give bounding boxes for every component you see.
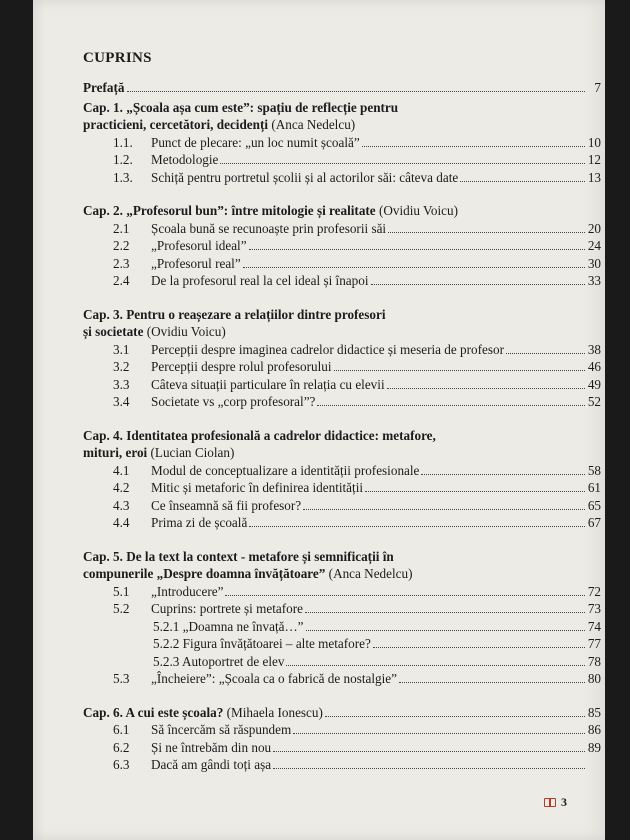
- chapter-5-author: (Anca Nedelcu): [325, 566, 413, 581]
- chapter-6-title: Cap. 6. A cui este școala? (Mihaela Ionescu) 85: [83, 704, 601, 720]
- toc-subentry: 5.2.2 Figura învățătoarei – alte metafore? 77: [153, 636, 601, 651]
- chapter-5-subtitle: compunerile „Despre doamna învățătoare” (Anca Nedelcu): [83, 566, 413, 581]
- toc-entry: 4.2 Mitic și metaforic în definirea identității 61: [113, 480, 601, 495]
- chapter-4-subtitle: mituri, eroi (Lucian Ciolan): [83, 445, 235, 460]
- toc-entry: 3.4 Societate vs „corp profesoral”? 52: [113, 394, 601, 409]
- chapter-6-author: (Mihaela Ionescu): [223, 704, 323, 720]
- toc-entry: 1.1. Punct de plecare: „un loc numit școală” 10: [113, 134, 601, 150]
- toc-entry: 5.1 „Introducere” 72: [113, 583, 601, 599]
- book-page: [33, 0, 605, 840]
- toc-content: [83, 80, 601, 775]
- toc-subentry: 5.2.3 Autoportret de elev 78: [153, 653, 601, 669]
- chapter-1-subtitle: practicieni, cercetători, decidenți (Anca Nedelcu): [83, 117, 356, 132]
- chapter-3-subtitle: și societate (Ovidiu Voicu): [83, 324, 226, 339]
- chapter-1-author: (Anca Nedelcu): [268, 117, 356, 132]
- chapter-1-title: Cap. 1. „Școala așa cum este”: spațiu de reflecție pentru: [83, 99, 399, 115]
- chapter-4-title: Cap. 4. Identitatea profesională a cadrelor didactice: metafore,: [83, 427, 436, 443]
- preface-page: 7: [594, 80, 601, 95]
- toc-entry: 3.1 Percepții despre imaginea cadrelor didactice și meseria de profesor 38: [113, 341, 601, 357]
- page-number: 3: [561, 795, 567, 809]
- toc-entry: 4.3 Ce înseamnă să fii profesor? 65: [113, 497, 601, 513]
- toc-subentry: 5.2.1 „Doamna ne învață…” 74: [153, 618, 601, 634]
- chapter-3-author: (Ovidiu Voicu): [143, 324, 226, 339]
- chapter-4-author: (Lucian Ciolan): [147, 445, 235, 460]
- chapter-2-author: (Ovidiu Voicu): [375, 203, 458, 218]
- toc-entry: 5.2 Cuprins: portrete și metafore 73: [113, 601, 601, 616]
- toc-entry: 5.3 „Încheiere”: „Școala ca o fabrică de nostalgie” 80: [113, 671, 601, 686]
- page-footer: [544, 795, 567, 810]
- toc-entry: 2.1 Școala bună se recunoaște prin profesorii săi 20: [113, 220, 601, 236]
- toc-entry: 2.4 De la profesorul real la cel ideal și înapoi 33: [113, 273, 601, 288]
- toc-entry: 6.2 Și ne întrebăm din nou 89: [113, 739, 601, 755]
- toc-entry: 4.4 Prima zi de școală 67: [113, 515, 601, 530]
- toc-preface: [83, 80, 601, 98]
- toc-entry: 6.1 Să încercăm să răspundem 86: [113, 722, 601, 737]
- toc-entry: 3.3 Câteva situații particulare în relația cu elevii 49: [113, 376, 601, 392]
- chapter-2-title: Cap. 2. „Profesorul bun”: între mitologie și realitate (Ovidiu Voicu): [83, 203, 458, 218]
- leader-dots: [127, 91, 586, 92]
- book-icon: [544, 798, 556, 807]
- chapter-5-title: Cap. 5. De la text la context - metafore și semnificații în: [83, 548, 394, 564]
- toc-entry: 2.3 „Profesorul real” 30: [113, 255, 601, 271]
- toc-title: CUPRINS: [83, 50, 152, 66]
- toc-entry: 4.1 Modul de conceptualizare a identității profesionale 58: [113, 462, 601, 478]
- toc-entry: 1.3. Schiță pentru portretul școlii și al actorilor săi: câteva date 13: [113, 169, 601, 185]
- chapter-3-title: Cap. 3. Pentru o reașezare a relațiilor dintre profesori: [83, 306, 386, 322]
- preface-label: Prefață: [83, 80, 125, 95]
- toc-entry: 2.2 „Profesorul ideal” 24: [113, 238, 601, 253]
- toc-entry: 3.2 Percepții despre rolul profesorului 46: [113, 359, 601, 374]
- toc-entry: 1.2. Metodologie 12: [113, 152, 601, 167]
- toc-entry: 6.3 Dacă am gândi toți așa: [83, 757, 601, 775]
